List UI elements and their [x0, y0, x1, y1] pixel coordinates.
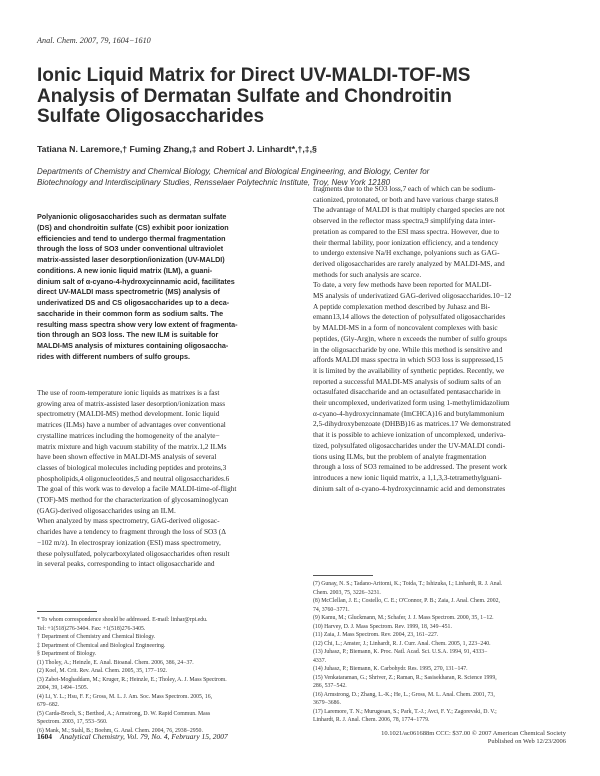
- body-line: it is limited by the availability of synthetic peptides. Recently, we: [313, 365, 505, 375]
- body-text-right: [313, 184, 575, 494]
- reference-line: 74, 3760−3771.: [313, 606, 350, 613]
- body-line: that it is possible to achieve ionization of uncomplexed, underiva-: [313, 430, 506, 440]
- footnote-line: ‡ Department of Chemical and Biological Engineering.: [37, 642, 166, 649]
- reference-line: 4337.: [313, 657, 327, 664]
- footnote-line: Spectrom. 2003, 17, 553−560.: [37, 719, 108, 725]
- body-line: by MALDI-MS in a form of noncovalent complexes with basic: [313, 323, 498, 333]
- body-line: derived oligosaccharides are rarely analyzed by MALDI-MS, and: [313, 258, 505, 268]
- body-line: matrices (ILMs) have a number of advantages over conventional: [37, 420, 226, 430]
- body-line: When analyzed by mass spectrometry, GAG-derived oligosac-: [37, 516, 220, 526]
- footnote-line: 2004, 39, 1494−1505.: [37, 685, 89, 691]
- footnote-line: § Department of Biology.: [37, 651, 97, 657]
- footnote-divider: [37, 611, 97, 612]
- reference-line: (17) Laremore, T. N.; Murugesan, S.; Park, T.-J.; Avci, F. Y.; Zagorevski, D. V.;: [313, 708, 497, 715]
- journal-citation: Anal. Chem. 2007, 79, 1604−1610: [37, 36, 151, 45]
- body-line: to undergo extensive Na/H exchange, polyanions such as GAG-: [313, 248, 500, 258]
- body-line: The use of room-temperature ionic liquids as matrixes is a fast: [37, 388, 220, 397]
- reference-line: (10) Harvey, D. J. Mass Spectrom. Rev. 1999, 18, 349−451.: [313, 623, 452, 630]
- abstract-line: matrix-assisted laser desorption/ionization (UV-MALDI): [37, 255, 225, 264]
- abstract-line: underivatized DS and CS oligosaccharides up to a deca-: [37, 298, 230, 307]
- affiliation-line: Departments of Chemistry and Chemical Biology, Chemical and Biological Engineering, and Biology, Center for: [37, 167, 430, 176]
- page-number: 1604: [37, 732, 52, 741]
- body-line: observed in the reflector mass spectra,9 simplifying data inter-: [313, 216, 496, 226]
- body-line: spectrometry (MALDI-MS) method development. Ionic liquid: [37, 409, 220, 419]
- body-line: tions using ILMs, but the problem of analyte fragmentation: [313, 451, 487, 461]
- body-line: cationized, protonated, or both and have various charge states.8: [313, 194, 499, 204]
- body-line: in several peaks, corresponding to intact oligosaccharide and: [37, 559, 215, 569]
- body-line: have been shown effective in MALDI-MS analysis of several: [37, 452, 217, 462]
- body-line: crystalline matrices including the homogeneity of the analyte−: [37, 430, 220, 440]
- title-line: Sulfate Oligosaccharides: [37, 106, 265, 127]
- reference-line: (7) Gunay, N. S.; Tadano-Aritomi, K.; Toida, T.; Ishizuka, I.; Linhardt, R. J. Anal.: [313, 581, 503, 587]
- body-line: charides have a tendency to fragment through the loss of SO3 (Δ: [37, 527, 226, 537]
- body-line: matrix mixture and high vacuum stability of the matrix.1,2 ILMs: [37, 441, 227, 451]
- body-line: classes of biological molecules including peptides and proteins,3: [37, 462, 227, 472]
- reference-line: (12) Chi, L.; Amster, J.; Linhardt, R. J. Curr. Anal. Chem. 2005, 1, 223−240.: [313, 640, 491, 647]
- footnote-line: (5) Carda-Broch, S.; Berthod, A.; Armstrong, D. W. Rapid Commun. Mass: [37, 710, 211, 717]
- page-footer-left: [37, 732, 228, 741]
- abstract-line: dinium salt of α-cyano-4-hydroxycinnamic acid, facilitates: [37, 276, 235, 286]
- abstract-line: resulting mass spectra show very low extent of fragmenta-: [37, 319, 238, 329]
- abstract-line: direct UV-MALDI mass spectrometric (MS) analysis of: [37, 287, 220, 297]
- footnote-line: (6) Mank, M.; Stahl, B.; Boehm, G. Anal. Chem. 2004, 76, 2938−2950.: [37, 727, 203, 734]
- published-line: Published on Web 12/23/2006: [487, 738, 566, 746]
- references-divider: [313, 575, 373, 576]
- footnote-line: (2) Koel, M. Crit. Rev. Anal. Chem. 2005, 35, 177−192.: [37, 668, 168, 674]
- abstract-line: tion through an SO3 loss. The new ILM is suitable for: [37, 330, 219, 340]
- body-line: emann13,14 allows the detection of polysulfated oligosaccharides: [313, 312, 506, 322]
- body-line: tized, polysulfated oligosaccharides under the UV-MALDI condi-: [313, 440, 506, 450]
- abstract-line: rides with different numbers of sulfo groups.: [37, 351, 190, 361]
- body-line: affords MALDI mass spectra in which SO3 loss is suppressed,15: [313, 355, 503, 365]
- body-line: growing area of matrix-assisted laser desorption/ionization mass: [37, 398, 226, 408]
- footnote-line: * To whom correspondence should be addressed. E-mail: linhar@rpi.edu.: [37, 617, 208, 623]
- affiliation-line: Biotechnology and Interdisciplinary Studies, Rensselaer Polytechnic Institute, Troy, New York 12180: [37, 177, 391, 187]
- doi-line: 10.1021/ac061688m CCC: $37.00 © 2007 American Chemical Society: [381, 730, 566, 737]
- reference-line: (14) Juhasz, P.; Biemann, K. Carbohydr. Res. 1995, 270, 131−147.: [313, 666, 468, 672]
- footnote-line: 679−682.: [37, 702, 60, 708]
- article-title: [37, 66, 557, 128]
- page-footer-right: [352, 730, 566, 747]
- abstract-line: (DS) and chondroitin sulfate (CS) exhibit poor ionization: [37, 222, 229, 232]
- body-line: their thermal lability, poor ionization efficiency, and a tendency: [313, 237, 499, 247]
- body-line: To date, a very few methods have been reported for MALDI-: [313, 280, 492, 290]
- body-line: these polysulfated, polycarboxylated oligosaccharides often result: [37, 548, 230, 558]
- body-line: A peptide complexation method described by Juhasz and Bi-: [313, 301, 491, 311]
- body-line: peptides, (Gly-Arg)n, where n exceeds the number of sulfo groups: [313, 333, 507, 343]
- footnote-line: † Department of Chemistry and Chemical Biology.: [37, 634, 156, 640]
- abstract-line: MALDI-MS analysis of mixtures containing oligosaccha-: [37, 341, 229, 350]
- body-line: α-cyano-4-hydroxycinnamate (ImCHCA)16 and butylammonium: [313, 408, 505, 418]
- body-line: dinium salt of α-cyano-4-hydroxycinnamic acid and demonstrates: [313, 483, 506, 493]
- reference-line: 3679−3686.: [313, 700, 341, 706]
- body-line: 2,5-dihydroxybenzoate (DHBB)16 as matrices.17 We demonstrated: [313, 419, 511, 429]
- body-line: MS analysis of underivatized GAG-derived oligosaccharides.10−12: [313, 291, 512, 301]
- reference-line: Linhardt, R. J. Anal. Chem. 2006, 78, 1774−1779.: [313, 717, 430, 723]
- abstract-line: saccharide in their common form as sodium salts. The: [37, 308, 224, 318]
- title-line: Analysis of Dermatan Sulfate and Chondroitin: [37, 85, 452, 107]
- body-line: methods for such analysis are scarce.: [313, 269, 422, 279]
- body-line: pretation as compared to the ESI mass spectra. However, due to: [313, 226, 500, 236]
- title-line: Ionic Liquid Matrix for Direct UV-MALDI-TOF-MS: [37, 65, 471, 86]
- reference-line: (13) Juhasz, P.; Biemann, K. Proc. Natl. Acad. Sci. U.S.A. 1994, 91, 4333−: [313, 649, 488, 655]
- abstract-line: through the loss of SO3 under conventional ultraviolet: [37, 244, 224, 254]
- body-line: fragments due to the SO3 loss,7 each of which can be sodium-: [313, 184, 496, 193]
- body-line: −102 m/z). In electrospray ionization (ESI) mass spectrometry,: [37, 537, 221, 547]
- body-line: phospholipids,4 oligonucleotides,5 and neutral oligosaccharides.6: [37, 473, 230, 483]
- footnote-line: (4) Li, Y. L.; Hsu, F. F.; Gross, M. L. J. Am. Soc. Mass Spectrom. 2005, 16,: [37, 693, 213, 700]
- body-line: (TOF)-MS method for the characterization of glycosaminoglycan: [37, 495, 229, 505]
- body-line: reported a successful MALDI-MS analysis of sodium salts of an: [313, 376, 501, 386]
- abstract: [37, 212, 299, 363]
- reference-line: (9) Kamu, M.; Gluckmann, M.; Schafer, J. J. Mass Spectrom. 2000, 35, 1−12.: [313, 615, 494, 621]
- body-line: their uncomplexed, underivatized form using 1-methylimidazolium: [313, 398, 510, 408]
- body-line: (GAG)-derived oligosaccharides using an ILM.: [37, 505, 176, 515]
- footnote-line: Tel: +1(518)276-3404. Fax: +1(518)276-3405.: [37, 625, 146, 632]
- footnote-line: (1) Tholey, A.; Heinzle, E. Anal. Bioanal. Chem. 2006, 386, 24−37.: [37, 659, 194, 666]
- abstract-line: conditions. A new ionic liquid matrix (ILM), a guani-: [37, 265, 213, 275]
- footnote-line: (3) Zabet-Moghaddam, M.; Kruger, R.; Heinzle, E.; Tholey, A. J. Mass Spectrom.: [37, 676, 227, 683]
- reference-line: (11) Zaia, J. Mass Spectrom. Rev. 2004, 23, 161−227.: [313, 632, 439, 638]
- body-line: octasulfated disaccharide and an octasulfated pentasaccharide in: [313, 387, 501, 397]
- body-line: The advantage of MALDI is that multiply charged species are not: [313, 205, 505, 215]
- references-right: [313, 580, 575, 725]
- body-line: The goal of this work was to develop a facile MALDI-time-of-flight: [37, 484, 237, 494]
- body-text-left: [37, 388, 299, 570]
- body-line: through a loss of SO3 remained to be addressed. The present work: [313, 462, 507, 472]
- abstract-line: efficiencies and tend to undergo thermal fragmentation: [37, 233, 226, 243]
- abstract-line: Polyanionic oligosaccharides such as dermatan sulfate: [37, 212, 227, 221]
- reference-line: (16) Armstrong, D.; Zhang, L.-K.; He, L.; Gross, M. L. Anal. Chem. 2001, 73,: [313, 691, 495, 698]
- footnotes: [37, 616, 299, 735]
- reference-line: 286, 537−542.: [313, 683, 347, 689]
- body-line: introduces a new ionic liquid matrix, a 1,1,3,3-tetramethylguani-: [313, 472, 502, 482]
- author-list: Tatiana N. Laremore,† Fuming Zhang,‡ and Robert J. Linhardt*,†,‡,§: [37, 144, 317, 154]
- journal-info: Analytical Chemistry, Vol. 79, No. 4, February 15, 2007: [59, 732, 228, 741]
- reference-line: (15) Venkataraman, G.; Shriver, Z.; Raman, R.; Sasisekharan, R. Science 1999,: [313, 674, 497, 681]
- reference-line: (8) McClellan, J. E.; Costello, C. E.; O'Connor, P. B.; Zaia, J. Anal. Chem. 2002,: [313, 598, 500, 604]
- reference-line: Chem. 2003, 75, 3226−3231.: [313, 589, 381, 596]
- body-line: in the oligosaccharide by one. While this method is sensitive and: [313, 344, 503, 354]
